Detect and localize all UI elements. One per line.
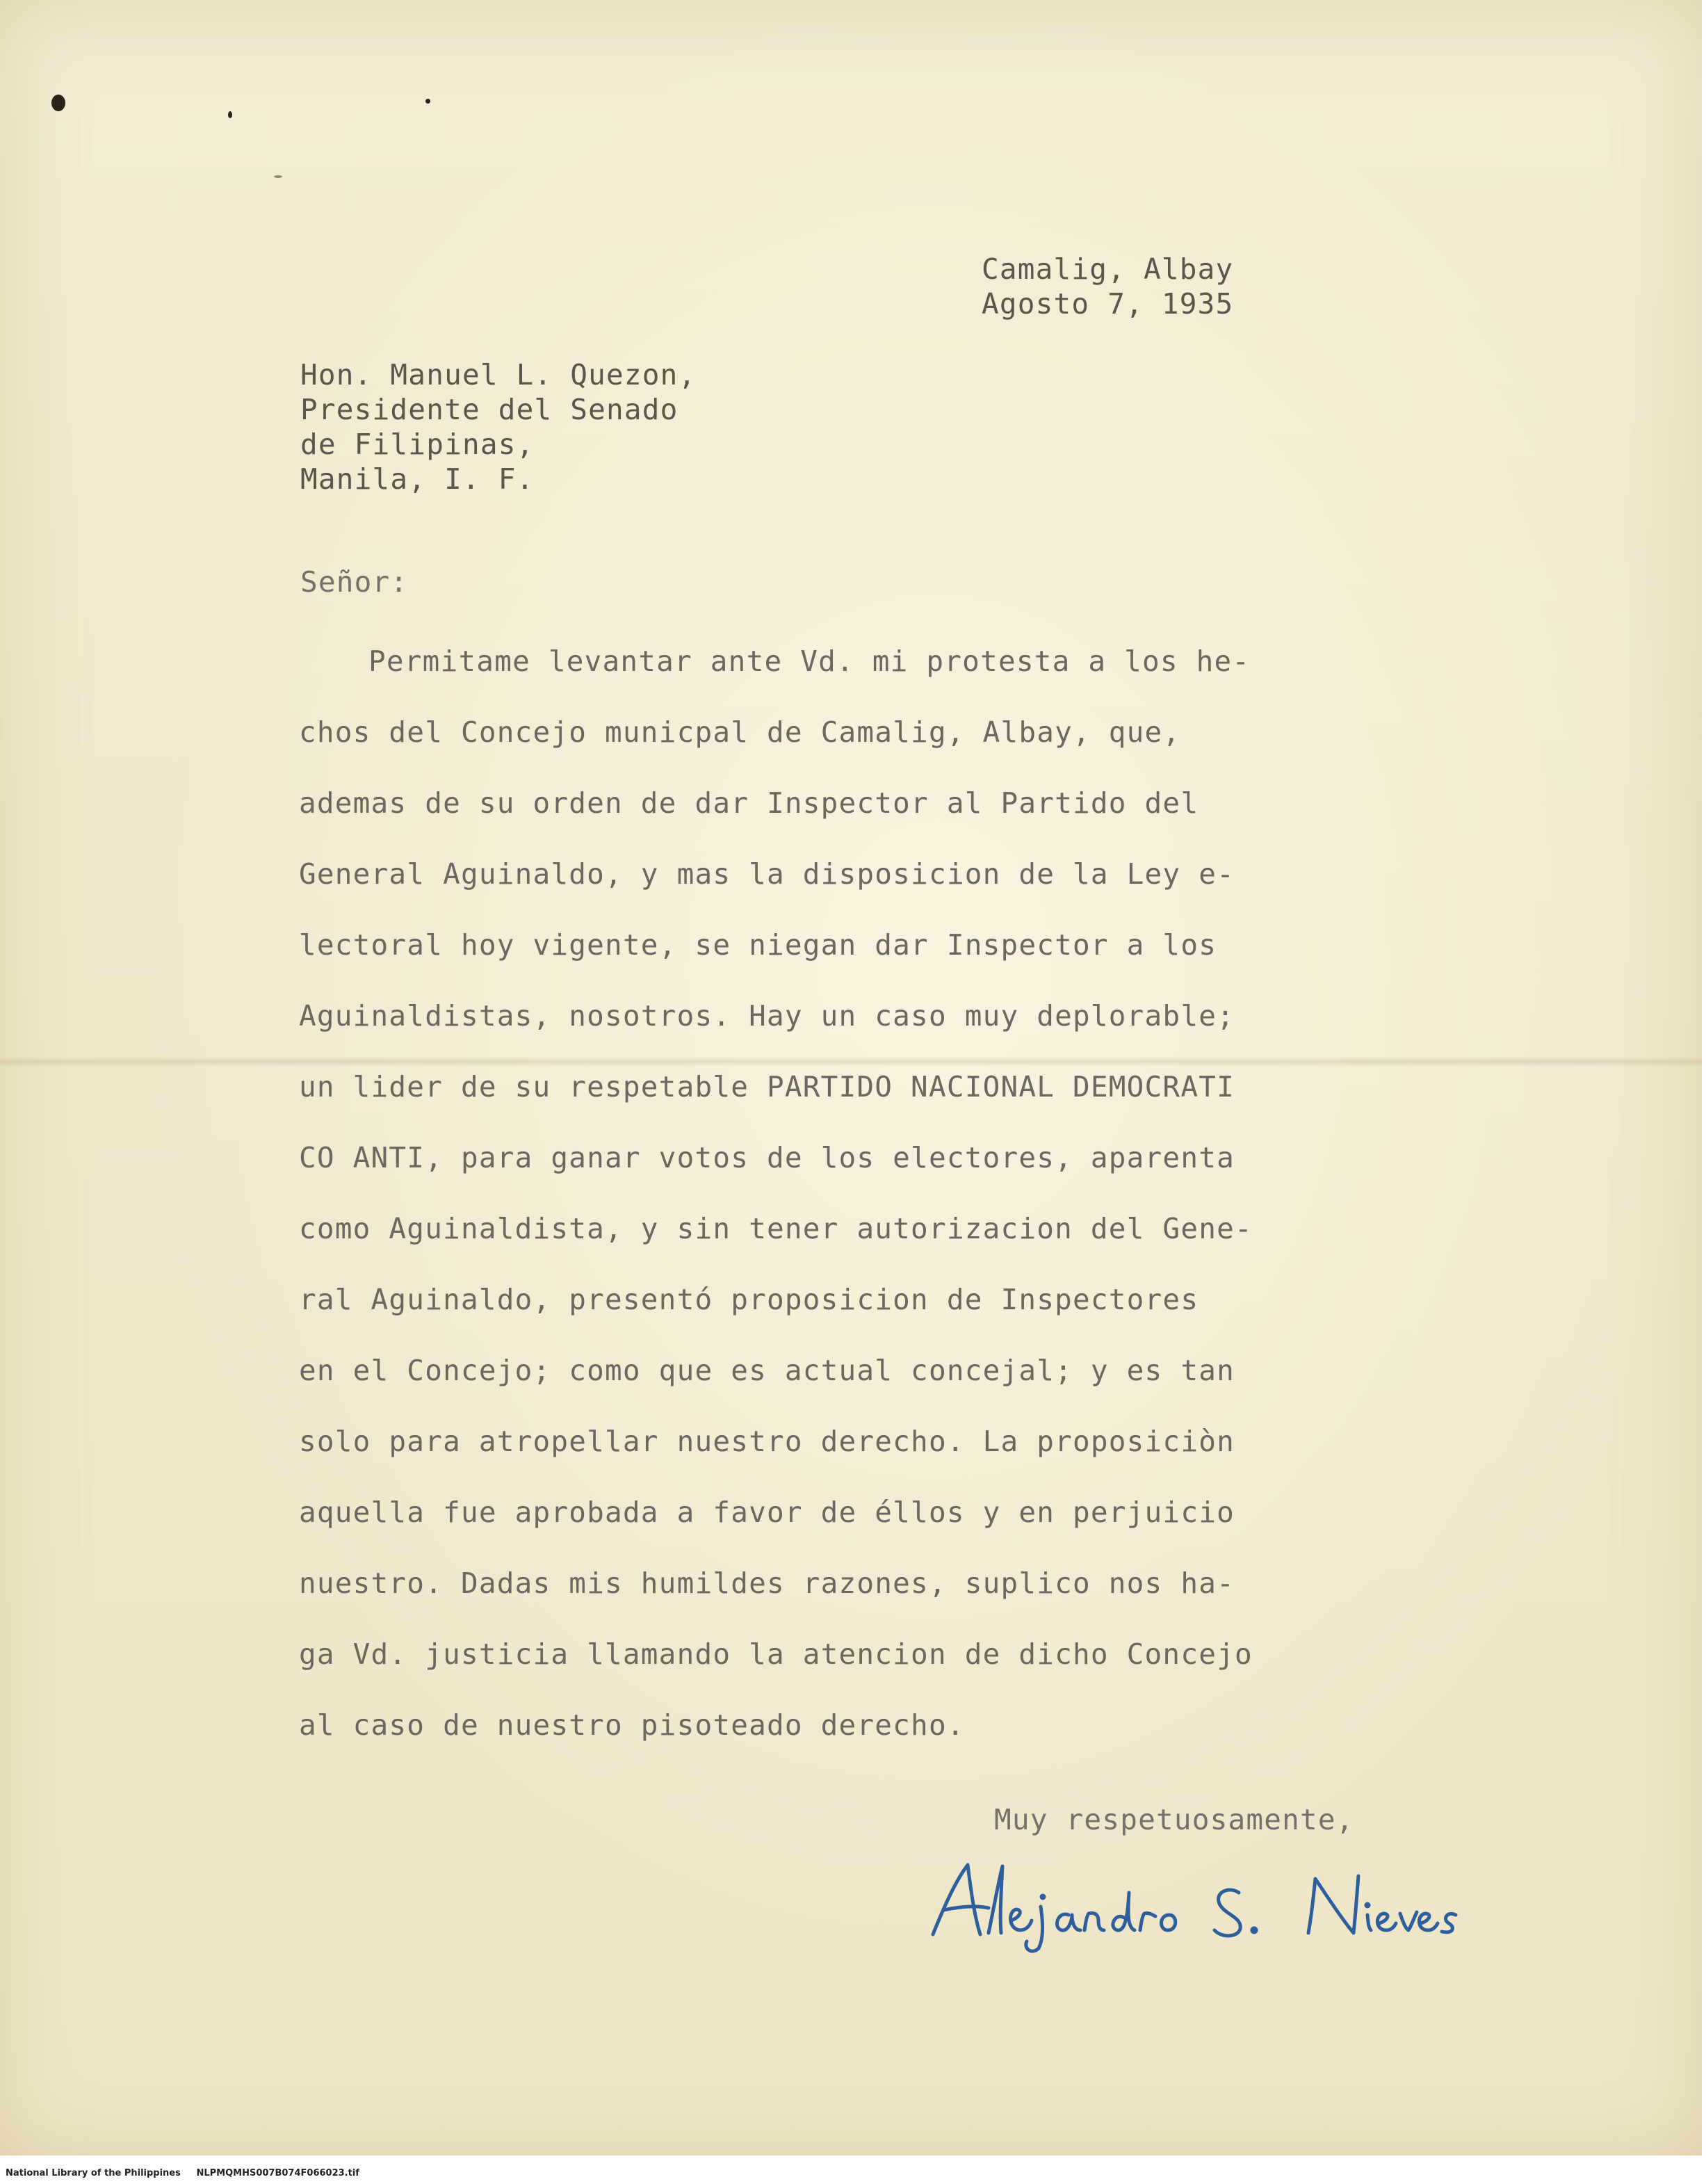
recipient-line: Presidente del Senado (300, 393, 679, 426)
signature (919, 1851, 1461, 1955)
body-line: un lider de su respetable PARTIDO NACIONAL DEMOCRATI (299, 1070, 1235, 1103)
body-line: Permitame levantar ante Vd. mi protesta a los he- (368, 645, 1251, 678)
body-line: nuestro. Dadas mis humildes razones, suplico nos ha- (299, 1567, 1235, 1600)
ink-speck (425, 99, 430, 104)
ink-speck (228, 111, 232, 118)
body-line: CO ANTI, para ganar votos de los electores, aparenta (299, 1141, 1235, 1174)
recipient-line: de Filipinas, (300, 428, 535, 461)
body-line: General Aguinaldo, y mas la disposicion de la Ley e- (299, 857, 1235, 891)
body-line: Aguinaldistas, nosotros. Hay un caso muy deplorable; (299, 999, 1235, 1033)
ink-speck (274, 175, 282, 178)
letter-place: Camalig, Albay (982, 252, 1234, 286)
body-line: ademas de su orden de dar Inspector al Partido del (299, 786, 1199, 820)
ink-speck (51, 95, 65, 111)
body-line: ral Aguinaldo, presentó proposicion de Inspectores (299, 1283, 1199, 1316)
body-line: ga Vd. justicia llamando la atencion de dicho Concejo (299, 1637, 1253, 1671)
letter-date: Agosto 7, 1935 (982, 287, 1234, 321)
body-line: aquella fue aprobada a favor de éllos y en perjuicio (299, 1496, 1235, 1529)
recipient-line: Manila, I. F. (300, 462, 535, 496)
body-line: lectoral hoy vigente, se niegan dar Inspector a los (299, 928, 1217, 962)
body-line: solo para atropellar nuestro derecho. La proposiciòn (299, 1425, 1235, 1458)
body-line: chos del Concejo municpal de Camalig, Albay, que, (299, 715, 1181, 749)
body-line: al caso de nuestro pisoteado derecho. (299, 1708, 965, 1742)
body-line: en el Concejo; como que es actual concejal; y es tan (299, 1354, 1235, 1387)
body-line: como Aguinaldista, y sin tener autorizacion del Gene- (299, 1212, 1253, 1245)
salutation: Señor: (300, 565, 409, 599)
closing: Muy respetuosamente, (994, 1803, 1354, 1836)
recipient-line: Hon. Manuel L. Quezon, (300, 358, 697, 391)
scan-footer-label: National Library of the Philippines NLPMQMHS007B074F066023.tif (6, 2168, 359, 2178)
paper-fold (0, 1057, 1702, 1067)
